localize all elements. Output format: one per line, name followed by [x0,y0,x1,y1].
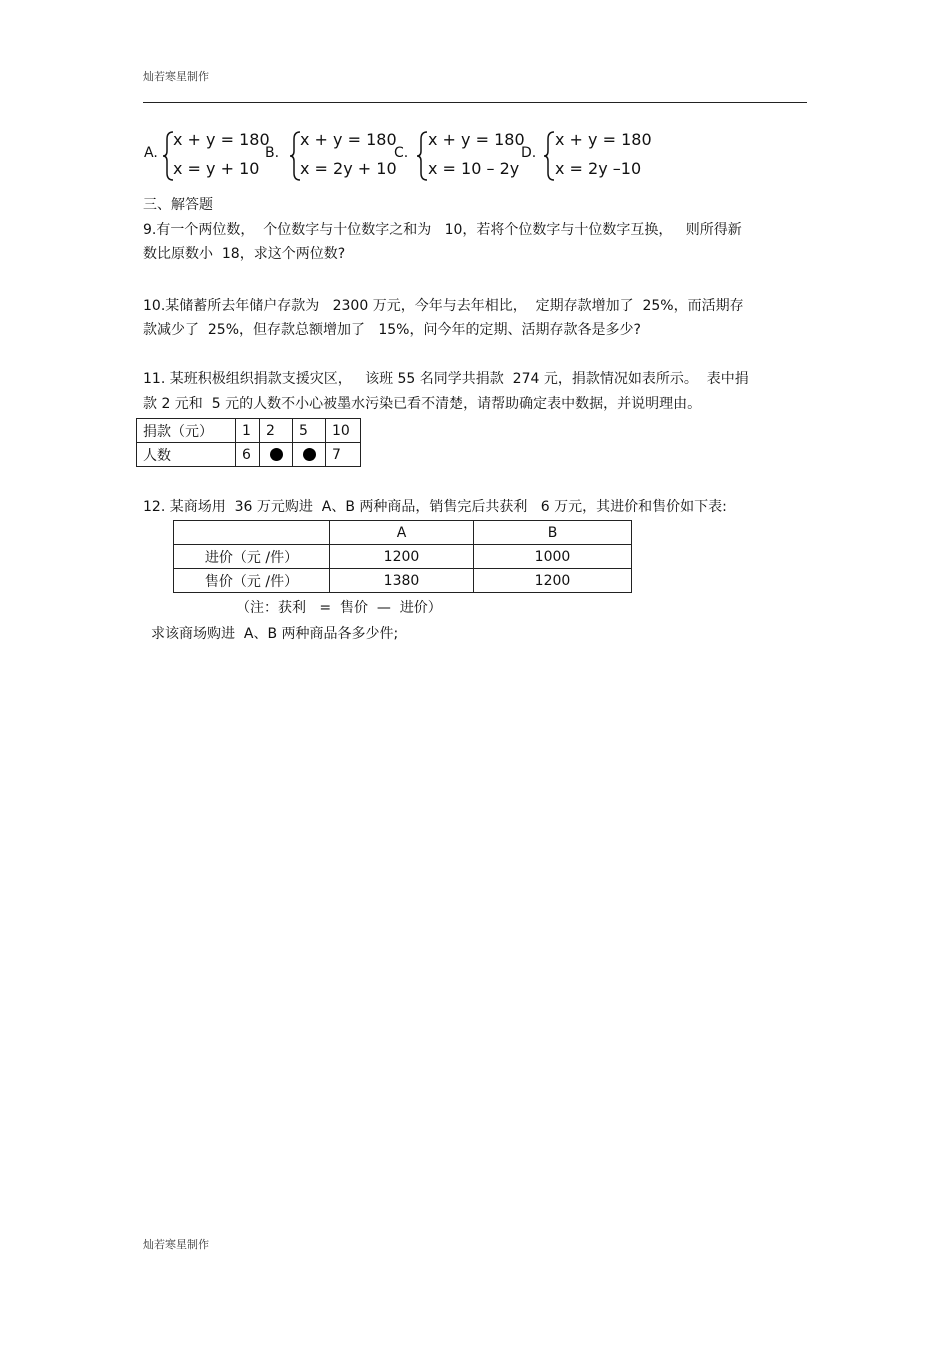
table-cell [174,521,330,545]
table-row [174,545,632,569]
table-cell: 1000 [474,545,632,569]
equation-2: x = y + 10 [173,159,260,178]
q12-line-1: 12. 某商场用 36 万元购进 A、B 两种商品，销售完后共获利 6 万元，其进价和售价如下表: [143,499,727,515]
page-footer: 灿若寒星制作 [143,1238,209,1251]
q11-line-2: 款 2 元和 5 元的人数不小心被墨水污染已看不清楚，请帮助确定表中数据，并说明理由。 [143,396,702,412]
q9-line-2: 数比原数小 18，求这个两位数? [143,246,346,262]
q11-line-1: 11. 某班积极组织捐款支援灾区， 该班 55 名同学共捐款 274 元，捐款情况如表所示。 表中捐 [143,371,749,387]
table-cell: 1380 [330,569,474,593]
q10-line-1: 10.某储蓄所去年储户存款为 2300 万元，今年与去年相比， 定期存款增加了 25%，而活期存 [143,298,744,314]
table-row [174,521,632,545]
option-letter: B. [265,145,280,161]
table-cell: A [330,521,474,545]
table-cell: 1200 [330,545,474,569]
table-cell: 5 [293,419,326,443]
table-cell: B [474,521,632,545]
equation-1: x + y = 180 [555,130,652,149]
ink-blot-icon [270,448,283,461]
option-letter: A. [144,145,158,161]
equation-1: x + y = 180 [428,130,525,149]
ink-blot-cell [293,443,326,467]
option-letter: D. [521,145,537,161]
table-cell: 6 [236,443,260,467]
table-cell: 1 [236,419,260,443]
q9-line-1: 9.有一个两位数， 个位数字与十位数字之和为 10，若将个位数字与十位数字互换， 则所得新 [143,222,742,238]
table-cell: 人数 [137,443,236,467]
table-cell: 2 [260,419,293,443]
equation-2: x = 2y + 10 [300,159,397,178]
header-rule [143,102,807,103]
table-cell: 7 [326,443,361,467]
table-row [137,443,361,467]
ink-blot-icon [303,448,316,461]
price-table [173,520,632,593]
table-row [174,569,632,593]
equation-2: x = 10 – 2y [428,159,520,178]
equation-1: x + y = 180 [300,130,397,149]
donation-table [136,418,361,467]
q12-note: （注：获利 = 售价 — 进价） [236,600,442,616]
table-cell: 1200 [474,569,632,593]
table-cell: 进价（元 /件） [174,545,330,569]
table-row [137,419,361,443]
q12-ask: 求该商场购进 A、B 两种商品各多少件; [151,626,399,642]
ink-blot-cell [260,443,293,467]
page-header: 灿若寒星制作 [143,70,209,83]
option-letter: C. [394,145,409,161]
section-title: 三、解答题 [143,197,213,213]
table-cell: 售价（元 /件） [174,569,330,593]
table-cell: 捐款（元） [137,419,236,443]
equation-1: x + y = 180 [173,130,270,149]
equation-2: x = 2y –10 [555,159,642,178]
table-cell: 10 [326,419,361,443]
q10-line-2: 款减少了 25%，但存款总额增加了 15%，问今年的定期、活期存款各是多少? [143,322,641,338]
